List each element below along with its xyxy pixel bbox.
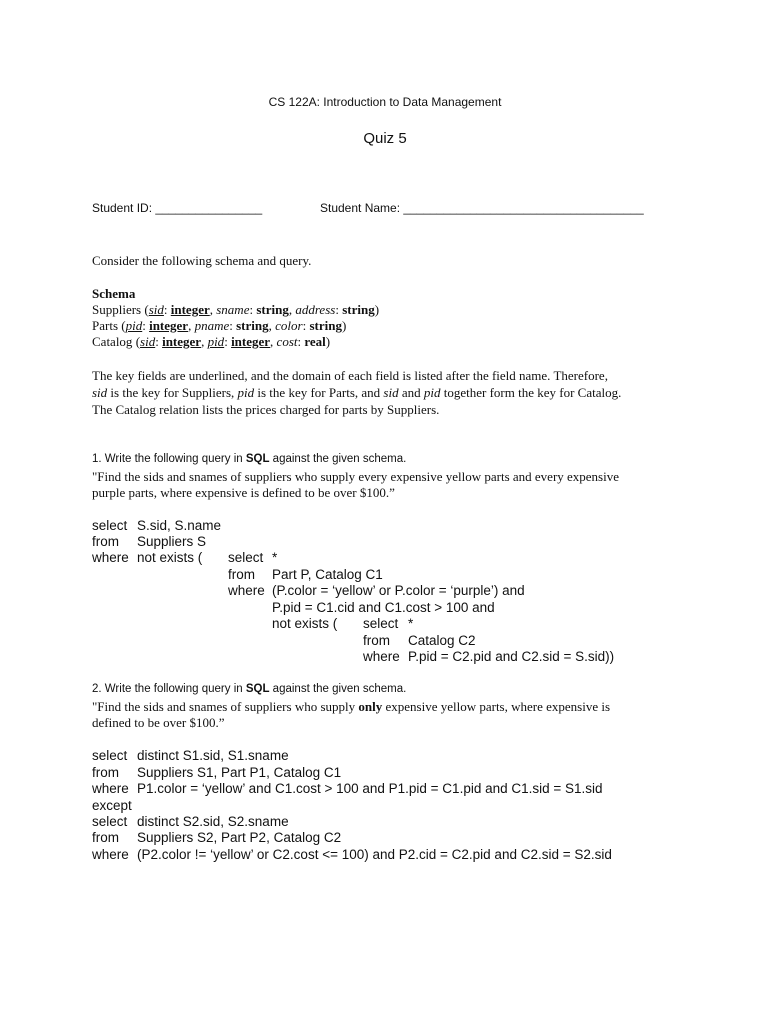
schema-parts: Parts (pid: integer, pname: string, color: string) — [92, 318, 347, 333]
q1-from-tables: Suppliers S — [137, 534, 207, 549]
q2-where-cond: P1.color = ‘yellow’ and C1.cost > 100 and P1.pid = C1.pid and C1.sid = S1.sid — [137, 781, 603, 796]
quiz-title: Quiz 5 — [363, 130, 407, 147]
keys-line-3: The Catalog relation lists the prices charged for parts by Suppliers. — [92, 402, 440, 417]
q1-where-cond: not exists ( — [137, 550, 203, 565]
intro-text: Consider the following schema and query. — [92, 253, 312, 268]
q1-from-2-tables: Part P, Catalog C1 — [272, 567, 383, 582]
q1-kw-where-2: where — [228, 583, 265, 598]
student-id-label: Student ID: — [92, 201, 153, 215]
keys-line-1: The key fields are underlined, and the domain of each field is listed after the field name. Therefore, — [92, 368, 608, 383]
q1-select-cols: S.sid, S.name — [137, 518, 222, 533]
schema-catalog: Catalog (sid: integer, pid: integer, cost: real) — [92, 334, 331, 349]
q1-kw-select-3: select — [363, 616, 399, 631]
q2-kw-from-2: from — [92, 830, 119, 845]
q2-kw-select-2: select — [92, 814, 128, 829]
q2-where-2-cond: (P2.color != ‘yellow’ or C2.cost <= 100) and P2.cid = C2.pid and C2.sid = S2.sid — [137, 847, 612, 862]
course-title: CS 122A: Introduction to Data Management — [268, 95, 502, 109]
q1-kw-where-3: where — [363, 649, 400, 664]
student-name-blank: ____________________________________ — [403, 201, 644, 215]
q2-kw-except: except — [92, 798, 132, 813]
student-name-field — [320, 201, 644, 215]
keys-line-2: sid is the key for Suppliers, pid is the key for Parts, and sid and pid together form the key for Catalog. — [92, 385, 622, 400]
q1-kw-from-3: from — [363, 633, 390, 648]
q1-where-2-cont-1: P.pid = C1.cid and C1.cost > 100 and — [272, 600, 495, 615]
q2-kw-where-2: where — [92, 847, 129, 862]
q2-heading: 2. Write the following query in SQL against the given schema. — [92, 683, 407, 695]
q1-select-3-cols: * — [408, 616, 414, 631]
q2-prompt-2: defined to be over $100.” — [92, 715, 225, 730]
schema-suppliers: Suppliers (sid: integer, sname: string, address: string) — [92, 302, 380, 317]
q1-kw-select: select — [92, 518, 128, 533]
q1-kw-from-2: from — [228, 567, 255, 582]
q2-prompt-1: "Find the sids and snames of suppliers who supply only expensive yellow parts, where expensive is — [92, 699, 611, 714]
q2-select-cols: distinct S1.sid, S1.sname — [137, 748, 289, 763]
q1-where-3-cond: P.pid = C2.pid and C2.sid = S.sid)) — [408, 649, 615, 664]
q2-from-tables: Suppliers S1, Part P1, Catalog C1 — [137, 765, 342, 780]
schema-heading: Schema — [92, 286, 136, 301]
q1-kw-select-2: select — [228, 550, 264, 565]
q1-where-2-cond: (P.color = ‘yellow’ or P.color = ‘purple’) and — [272, 583, 525, 598]
q2-from-2-tables: Suppliers S2, Part P2, Catalog C2 — [137, 830, 342, 845]
student-id-blank: ________________ — [155, 201, 263, 215]
q2-kw-select: select — [92, 748, 128, 763]
student-id-field — [92, 201, 262, 215]
q1-select-2-cols: * — [272, 550, 278, 565]
q2-kw-where: where — [92, 781, 129, 796]
q1-from-3-tables: Catalog C2 — [408, 633, 476, 648]
q1-kw-where: where — [92, 550, 129, 565]
q1-prompt-2: purple parts, where expensive is defined to be over $100.” — [92, 485, 395, 500]
student-name-label: Student Name: — [320, 201, 401, 215]
q2-kw-from: from — [92, 765, 119, 780]
q2-select-2-cols: distinct S2.sid, S2.sname — [137, 814, 289, 829]
q1-where-2-cont-2: not exists ( — [272, 616, 338, 631]
q1-kw-from: from — [92, 534, 119, 549]
q1-heading: 1. Write the following query in SQL against the given schema. — [92, 453, 407, 465]
q1-prompt-1: "Find the sids and snames of suppliers who supply every expensive yellow parts and every expensive — [92, 469, 620, 484]
